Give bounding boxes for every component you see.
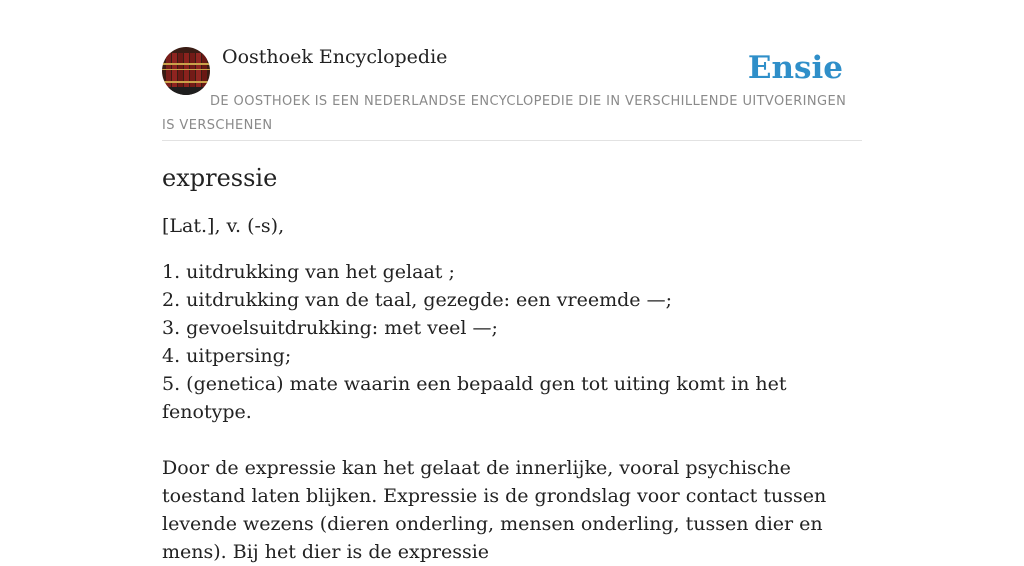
sense-item: 1. uitdrukking van het gelaat ; bbox=[162, 261, 455, 283]
ensie-logo-link[interactable]: Ensie bbox=[747, 50, 843, 86]
sense-item: 3. gevoelsuitdrukking: met veel —; bbox=[162, 317, 498, 339]
sense-item: 5. (genetica) mate waarin een bepaald gen tot uiting komt in het fenotype. bbox=[162, 373, 787, 423]
entry-paragraph: Door de expressie kan het gelaat de innerlijke, vooral psychische toestand laten blijken. Expressie is de grondslag voor contact tussen levende wezens (dieren onderling, mensen onderling, tussen dier en mens). Bij het dier is de expressie bbox=[162, 457, 827, 563]
encyclopedia-books-icon[interactable] bbox=[162, 47, 210, 95]
site-name-link[interactable]: Oosthoek Encyclopedie bbox=[222, 46, 448, 68]
sense-item: 4. uitpersing; bbox=[162, 345, 292, 367]
entry-etymology: [Lat.], v. (-s), bbox=[162, 215, 285, 237]
sense-list bbox=[162, 258, 862, 426]
entry-content bbox=[162, 160, 862, 566]
site-tagline: DE OOSTHOEK IS EEN NEDERLANDSE ENCYCLOPEDIE DIE IN VERSCHILLENDE UITVOERINGEN IS VERSCHENEN bbox=[162, 94, 847, 133]
sense-item: 2. uitdrukking van de taal, gezegde: een vreemde —; bbox=[162, 289, 672, 311]
entry-term: expressie bbox=[162, 164, 278, 192]
site-header bbox=[162, 46, 862, 141]
